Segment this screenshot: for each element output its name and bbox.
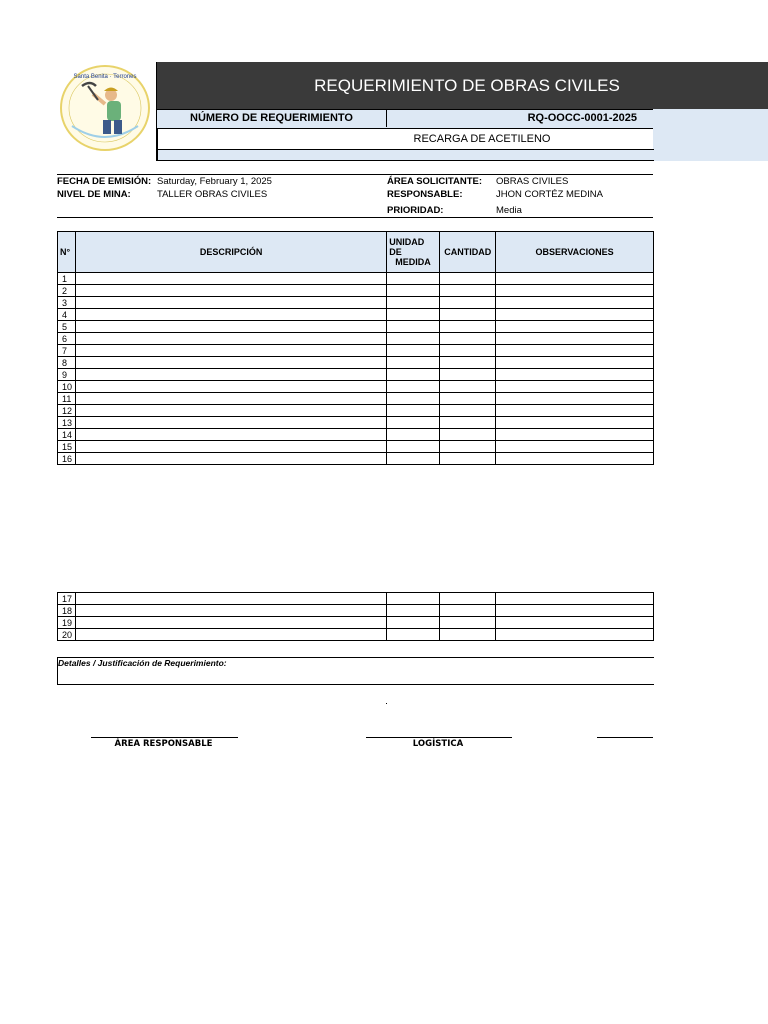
col-header-cantidad: CANTIDAD bbox=[440, 232, 496, 273]
cell-observaciones[interactable] bbox=[496, 453, 654, 465]
row-number: 2 bbox=[58, 285, 76, 297]
cell-cantidad[interactable] bbox=[440, 405, 496, 417]
cell-cantidad[interactable] bbox=[440, 357, 496, 369]
col-header-observaciones: OBSERVACIONES bbox=[496, 232, 654, 273]
cell-descripcion[interactable] bbox=[75, 393, 386, 405]
cell-observaciones[interactable] bbox=[496, 417, 654, 429]
info-bottom-rule bbox=[57, 217, 653, 218]
cell-unidad[interactable] bbox=[387, 405, 440, 417]
dot-mark bbox=[386, 703, 387, 704]
cell-observaciones[interactable] bbox=[496, 345, 654, 357]
unidad-line-1: UNIDAD bbox=[389, 237, 425, 247]
nivel-value: TALLER OBRAS CIVILES bbox=[157, 189, 268, 200]
area-value: OBRAS CIVILES bbox=[496, 176, 569, 187]
row-number: 11 bbox=[58, 393, 76, 405]
cell-descripcion[interactable] bbox=[75, 345, 386, 357]
cell-descripcion[interactable] bbox=[75, 321, 386, 333]
cell-cantidad[interactable] bbox=[440, 285, 496, 297]
cell-observaciones[interactable] bbox=[496, 285, 654, 297]
requirement-number-value: RQ-OOCC-0001-2025 bbox=[527, 112, 637, 124]
signature-line-logistica bbox=[366, 737, 512, 738]
cell-cantidad[interactable] bbox=[440, 333, 496, 345]
cell-observaciones[interactable] bbox=[496, 309, 654, 321]
table-row bbox=[58, 369, 654, 381]
cell-cantidad[interactable] bbox=[440, 417, 496, 429]
cell-cantidad[interactable] bbox=[440, 381, 496, 393]
table-row bbox=[58, 605, 654, 617]
cell-unidad[interactable] bbox=[387, 369, 440, 381]
row-number: 3 bbox=[58, 297, 76, 309]
unidad-line-3: MEDIDA bbox=[395, 257, 431, 267]
cell-cantidad[interactable] bbox=[440, 273, 496, 285]
table-row bbox=[58, 629, 654, 641]
table-row bbox=[58, 381, 654, 393]
row-number: 6 bbox=[58, 333, 76, 345]
cell-cantidad[interactable] bbox=[440, 617, 496, 629]
row-number: 7 bbox=[58, 345, 76, 357]
cell-observaciones[interactable] bbox=[496, 617, 654, 629]
cell-descripcion[interactable] bbox=[75, 429, 386, 441]
cell-cantidad[interactable] bbox=[440, 321, 496, 333]
cell-descripcion[interactable] bbox=[75, 309, 386, 321]
nivel-label: NIVEL DE MINA: bbox=[57, 189, 131, 200]
table-row bbox=[58, 593, 654, 605]
cell-unidad[interactable] bbox=[387, 345, 440, 357]
row-number: 16 bbox=[58, 453, 76, 465]
cell-observaciones[interactable] bbox=[496, 629, 654, 641]
row-number: 13 bbox=[58, 417, 76, 429]
col-header-unidad bbox=[387, 232, 440, 273]
cell-unidad[interactable] bbox=[387, 617, 440, 629]
cell-descripcion[interactable] bbox=[75, 369, 386, 381]
cell-cantidad[interactable] bbox=[440, 369, 496, 381]
row-number: 5 bbox=[58, 321, 76, 333]
justification-label: Detalles / Justificación de Requerimiento: bbox=[58, 658, 227, 668]
svg-text:Santa Benita · Terrones: Santa Benita · Terrones bbox=[73, 74, 137, 80]
cell-observaciones[interactable] bbox=[496, 381, 654, 393]
area-label: ÁREA SOLICITANTE: bbox=[387, 176, 482, 187]
cell-descripcion[interactable] bbox=[75, 629, 386, 641]
row-number: 9 bbox=[58, 369, 76, 381]
signature-line-area bbox=[91, 737, 238, 738]
cell-descripcion[interactable] bbox=[75, 381, 386, 393]
cell-descripcion[interactable] bbox=[75, 417, 386, 429]
table-row bbox=[58, 441, 654, 453]
requirement-number-label: NÚMERO DE REQUERIMIENTO bbox=[157, 109, 387, 127]
cell-observaciones[interactable] bbox=[496, 429, 654, 441]
cell-unidad[interactable] bbox=[387, 605, 440, 617]
table-row bbox=[58, 429, 654, 441]
cell-descripcion[interactable] bbox=[75, 333, 386, 345]
row-number: 14 bbox=[58, 429, 76, 441]
row-number: 17 bbox=[58, 593, 76, 605]
unidad-line-2: DE bbox=[389, 247, 402, 257]
cell-observaciones[interactable] bbox=[496, 321, 654, 333]
responsable-value: JHON CORTÉZ MEDINA bbox=[496, 189, 603, 200]
cell-cantidad[interactable] bbox=[440, 393, 496, 405]
table-row bbox=[58, 333, 654, 345]
cell-unidad[interactable] bbox=[387, 629, 440, 641]
header-blank-row bbox=[157, 150, 654, 161]
table-row bbox=[58, 453, 654, 465]
cell-descripcion[interactable] bbox=[75, 357, 386, 369]
table-row bbox=[58, 405, 654, 417]
signature-logistica: LOGÍSTICA bbox=[412, 739, 464, 749]
cell-descripcion[interactable] bbox=[75, 285, 386, 297]
row-number: 4 bbox=[58, 309, 76, 321]
cell-unidad[interactable] bbox=[387, 285, 440, 297]
row-number: 18 bbox=[58, 605, 76, 617]
fecha-label: FECHA DE EMISIÓN: bbox=[57, 176, 152, 187]
table-row bbox=[58, 357, 654, 369]
header-side-panel bbox=[653, 109, 768, 161]
cell-descripcion[interactable] bbox=[75, 605, 386, 617]
table-row bbox=[58, 309, 654, 321]
cell-observaciones[interactable] bbox=[496, 405, 654, 417]
cell-cantidad[interactable] bbox=[440, 453, 496, 465]
cell-unidad[interactable] bbox=[387, 357, 440, 369]
cell-cantidad[interactable] bbox=[440, 629, 496, 641]
table-row bbox=[58, 617, 654, 629]
cell-observaciones[interactable] bbox=[496, 273, 654, 285]
cell-unidad[interactable] bbox=[387, 441, 440, 453]
cell-descripcion[interactable] bbox=[75, 453, 386, 465]
cell-cantidad[interactable] bbox=[440, 441, 496, 453]
cell-unidad[interactable] bbox=[387, 429, 440, 441]
cell-unidad[interactable] bbox=[387, 321, 440, 333]
prioridad-value: Media bbox=[496, 205, 522, 216]
cell-unidad[interactable] bbox=[387, 273, 440, 285]
row-number: 8 bbox=[58, 357, 76, 369]
signature-area-responsable: ÁREA RESPONSABLE bbox=[114, 739, 213, 749]
cell-cantidad[interactable] bbox=[440, 593, 496, 605]
table-row bbox=[58, 417, 654, 429]
cell-unidad[interactable] bbox=[387, 393, 440, 405]
page-title: REQUERIMIENTO DE OBRAS CIVILES bbox=[314, 75, 620, 95]
cell-unidad[interactable] bbox=[387, 453, 440, 465]
items-table-continued bbox=[57, 592, 654, 641]
row-number: 1 bbox=[58, 273, 76, 285]
row-number: 10 bbox=[58, 381, 76, 393]
fecha-value: Saturday, February 1, 2025 bbox=[157, 176, 272, 187]
company-logo bbox=[58, 64, 152, 152]
cell-unidad[interactable] bbox=[387, 309, 440, 321]
cell-cantidad[interactable] bbox=[440, 345, 496, 357]
cell-cantidad[interactable] bbox=[440, 309, 496, 321]
cell-observaciones[interactable] bbox=[496, 441, 654, 453]
table-row bbox=[58, 297, 654, 309]
table-row bbox=[58, 285, 654, 297]
cell-observaciones[interactable] bbox=[496, 333, 654, 345]
table-row bbox=[58, 393, 654, 405]
row-number: 20 bbox=[58, 629, 76, 641]
col-header-descripcion: DESCRIPCIÓN bbox=[75, 232, 386, 273]
cell-cantidad[interactable] bbox=[440, 297, 496, 309]
col-header-n: N° bbox=[58, 232, 76, 273]
cell-observaciones[interactable] bbox=[496, 593, 654, 605]
row-number: 12 bbox=[58, 405, 76, 417]
cell-observaciones[interactable] bbox=[496, 297, 654, 309]
table-row bbox=[58, 321, 654, 333]
row-number: 19 bbox=[58, 617, 76, 629]
cell-observaciones[interactable] bbox=[496, 393, 654, 405]
cell-unidad[interactable] bbox=[387, 333, 440, 345]
requirement-subject: RECARGA DE ACETILENO bbox=[413, 132, 551, 145]
cell-descripcion[interactable] bbox=[75, 405, 386, 417]
table-row bbox=[58, 345, 654, 357]
cell-unidad[interactable] bbox=[387, 417, 440, 429]
cell-descripcion[interactable] bbox=[75, 593, 386, 605]
cell-unidad[interactable] bbox=[387, 593, 440, 605]
responsable-label: RESPONSABLE: bbox=[387, 189, 463, 200]
cell-descripcion[interactable] bbox=[75, 273, 386, 285]
cell-cantidad[interactable] bbox=[440, 605, 496, 617]
info-top-rule bbox=[57, 174, 653, 175]
cell-unidad[interactable] bbox=[387, 297, 440, 309]
cell-descripcion[interactable] bbox=[75, 297, 386, 309]
cell-observaciones[interactable] bbox=[496, 605, 654, 617]
table-row bbox=[58, 273, 654, 285]
cell-descripcion[interactable] bbox=[75, 617, 386, 629]
miner-logo-icon bbox=[58, 64, 152, 152]
cell-cantidad[interactable] bbox=[440, 429, 496, 441]
cell-observaciones[interactable] bbox=[496, 357, 654, 369]
cell-descripcion[interactable] bbox=[75, 441, 386, 453]
items-table bbox=[57, 231, 654, 465]
cell-observaciones[interactable] bbox=[496, 369, 654, 381]
prioridad-label: PRIORIDAD: bbox=[387, 205, 444, 216]
cell-unidad[interactable] bbox=[387, 381, 440, 393]
signature-line-right bbox=[597, 737, 653, 738]
row-number: 15 bbox=[58, 441, 76, 453]
